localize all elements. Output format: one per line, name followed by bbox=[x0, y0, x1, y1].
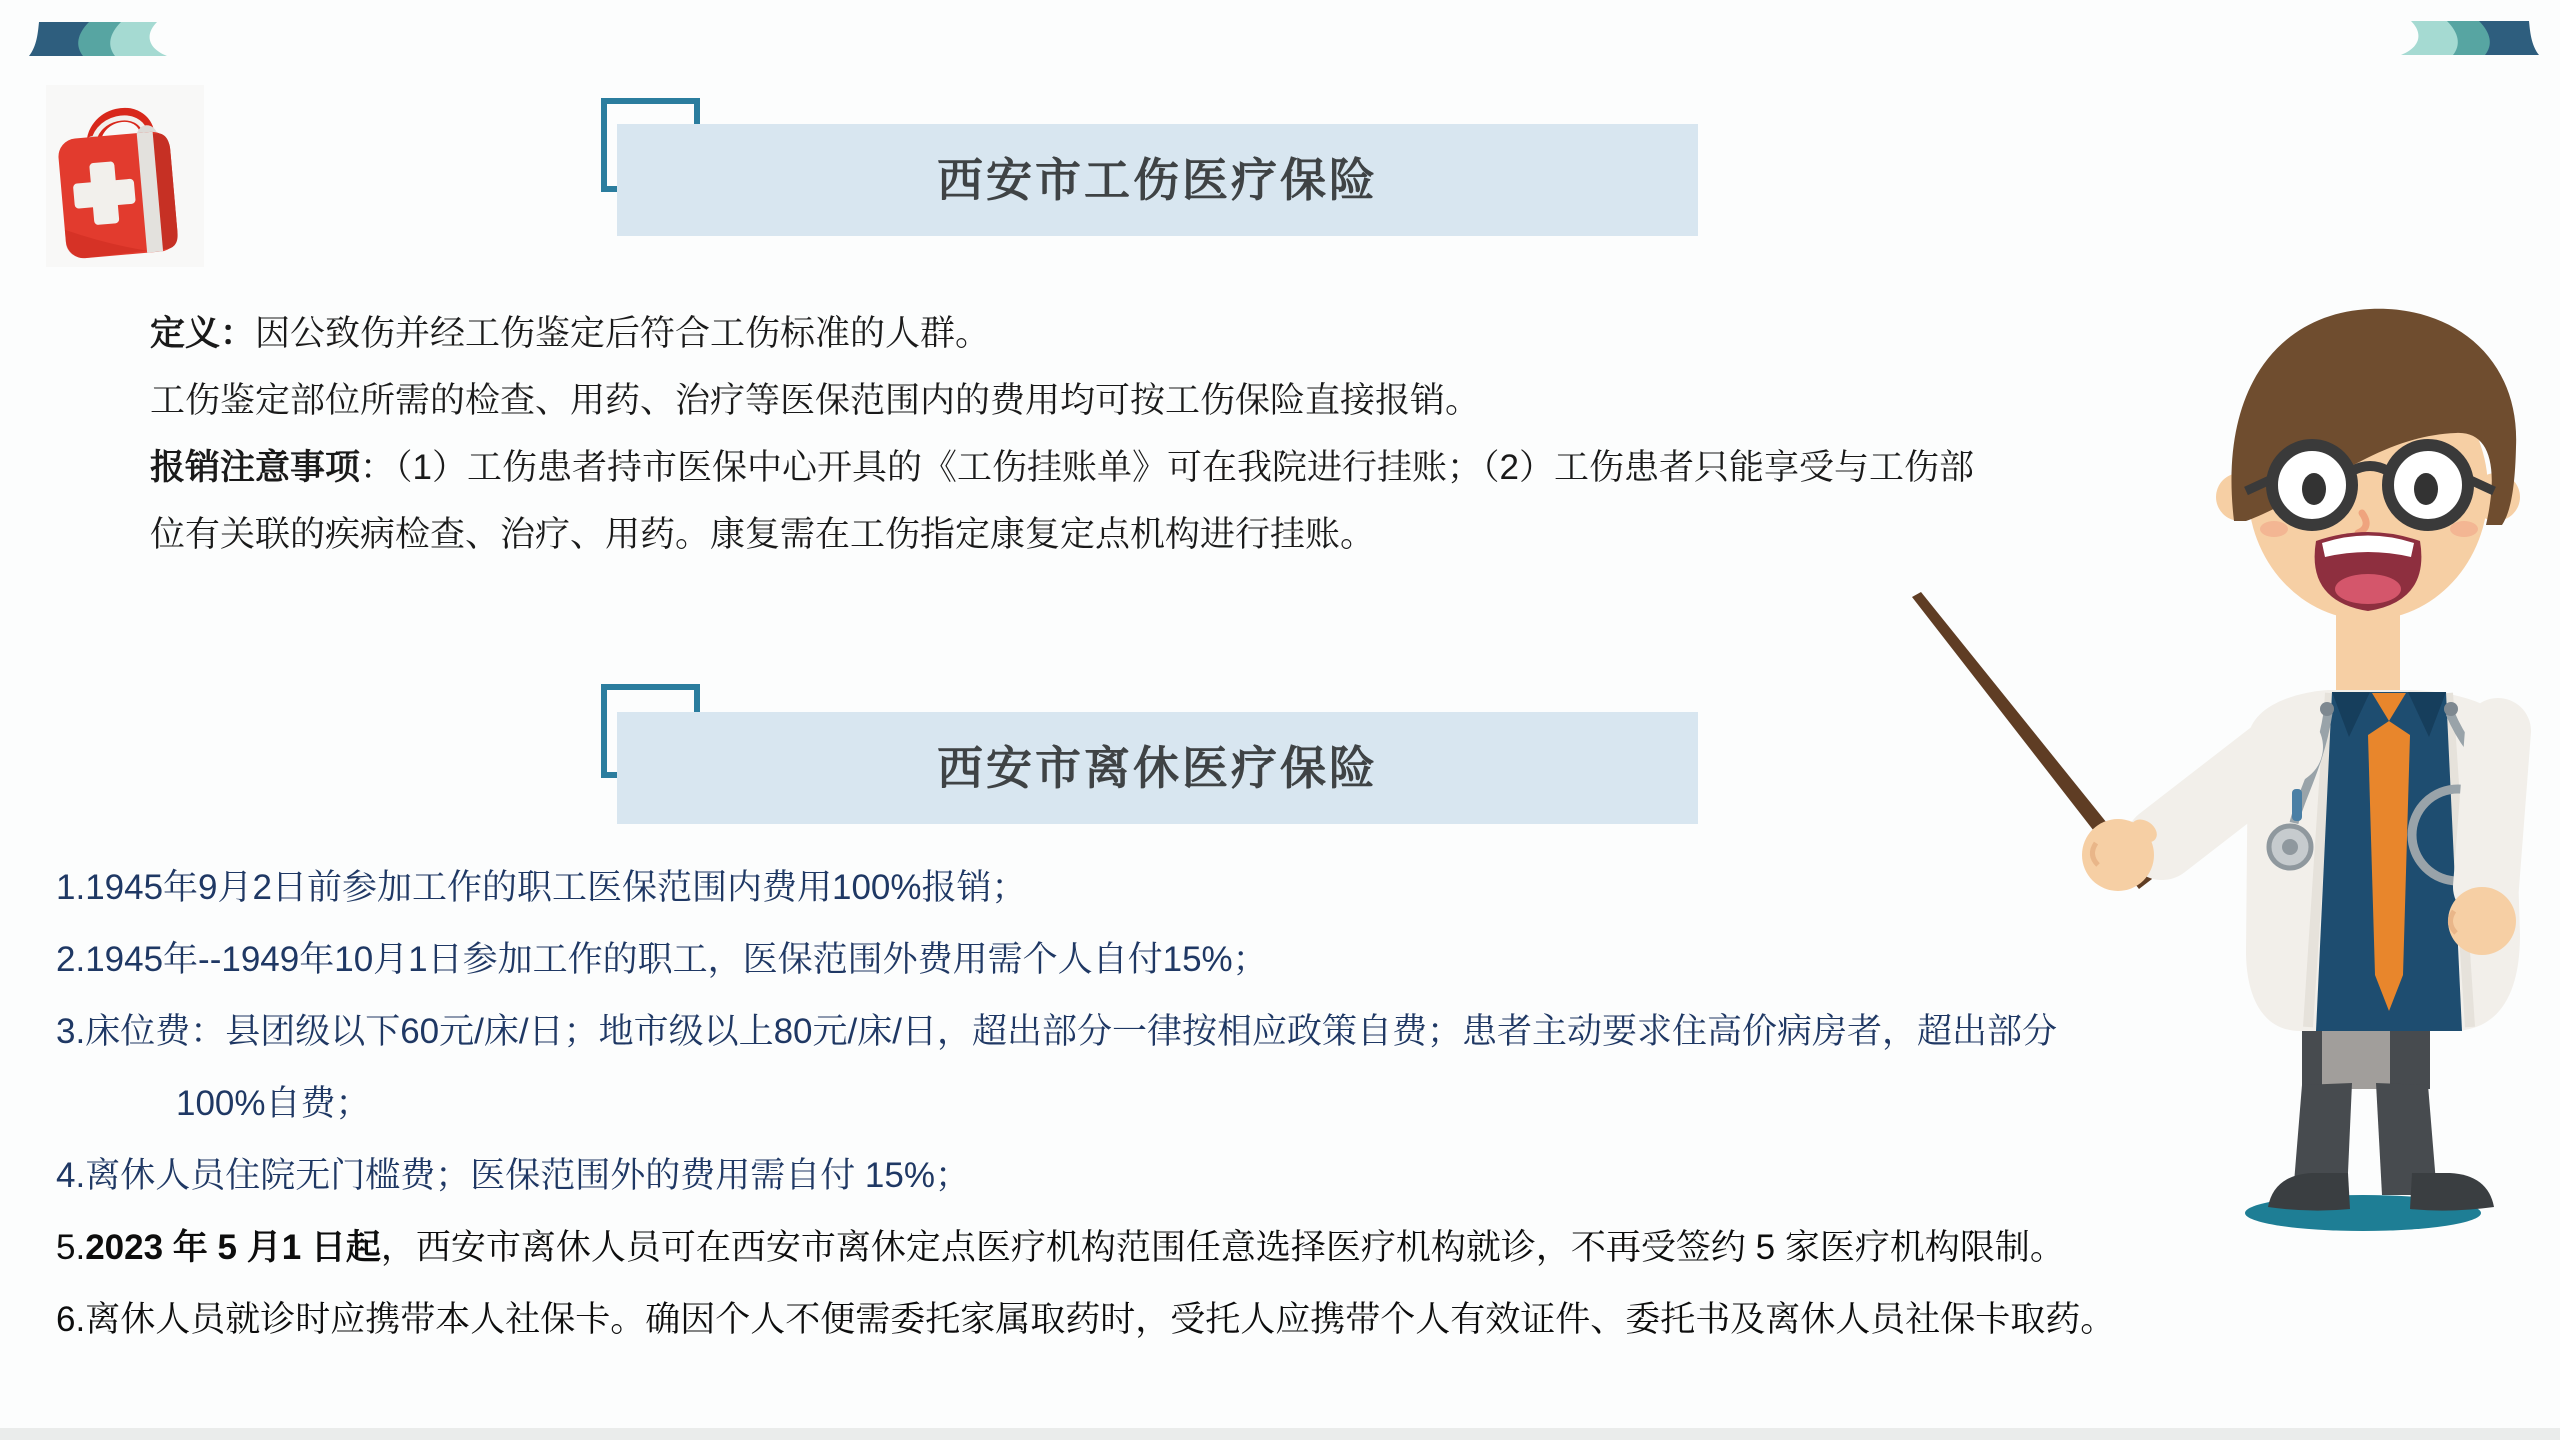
text-line bbox=[150, 367, 2270, 434]
text-line bbox=[56, 924, 2456, 996]
text-segment: ：（1）工伤患者持市医保中心开具的《工伤挂账单》可在我院进行挂账；（2）工伤患者只能享受与工伤部 bbox=[360, 448, 1974, 487]
text-segment: ，西安市离休人员可在西安市离休定点医疗机构范围任意选择医疗机构就诊，不再受签约 5 家医疗机构限制。 bbox=[380, 1228, 2065, 1267]
corner-ribbon-top-right-icon bbox=[2396, 21, 2541, 55]
text-segment: 1.1945年9月2日前参加工作的职工医保范围内费用100%报销； bbox=[56, 868, 1027, 907]
corner-ribbon-top-left-icon bbox=[27, 22, 172, 56]
section2-title-banner bbox=[617, 712, 1698, 824]
text-segment: 5. bbox=[56, 1228, 86, 1267]
text-line bbox=[150, 501, 2270, 568]
text-line bbox=[56, 1140, 2456, 1212]
text-line bbox=[150, 434, 2270, 501]
bottom-edge-strip bbox=[0, 1428, 2560, 1440]
text-segment: 4.离休人员住院无门槛费；医保范围外的费用需自付 15%； bbox=[56, 1156, 970, 1195]
text-segment: 3.床位费：县团级以下60元/床/日；地市级以上80元/床/日，超出部分一律按相应政策自费；患者主动要求住高价病房者，超出部分 bbox=[56, 1012, 2057, 1051]
section1-title-banner bbox=[617, 124, 1698, 236]
text-segment: 报销注意事项 bbox=[150, 448, 361, 487]
text-line bbox=[56, 996, 2456, 1068]
text-segment: 因公致伤并经工伤鉴定后符合工伤标准的人群。 bbox=[255, 314, 991, 353]
text-segment: 100%自费； bbox=[176, 1084, 371, 1123]
section2-title: 西安市离休医疗保险 bbox=[937, 742, 1378, 794]
text-line bbox=[56, 852, 2456, 924]
section2-list bbox=[56, 852, 2456, 1356]
text-line bbox=[56, 1212, 2456, 1284]
text-segment: 2023 年 5 月1 日起 bbox=[85, 1228, 381, 1267]
first-aid-kit-icon bbox=[46, 85, 204, 267]
text-line bbox=[56, 1068, 2456, 1140]
text-segment: 2.1945年--1949年10月1日参加工作的职工，医保范围外费用需个人自付15%； bbox=[56, 940, 1268, 979]
text-line bbox=[150, 300, 2270, 367]
text-segment: 定义： bbox=[150, 314, 256, 353]
text-segment: 工伤鉴定部位所需的检查、用药、治疗等医保范围内的费用均可按工伤保险直接报销。 bbox=[150, 381, 1481, 420]
text-line bbox=[56, 1284, 2456, 1356]
text-segment: 位有关联的疾病检查、治疗、用药。康复需在工伤指定康复定点机构进行挂账。 bbox=[150, 515, 1376, 554]
section1-paragraph bbox=[150, 300, 2270, 568]
text-segment: 6.离休人员就诊时应携带本人社保卡。确因个人不便需委托家属取药时，受托人应携带个人有效证件、委托书及离休人员社保卡取药。 bbox=[56, 1300, 2116, 1339]
section1-title: 西安市工伤医疗保险 bbox=[937, 154, 1378, 206]
